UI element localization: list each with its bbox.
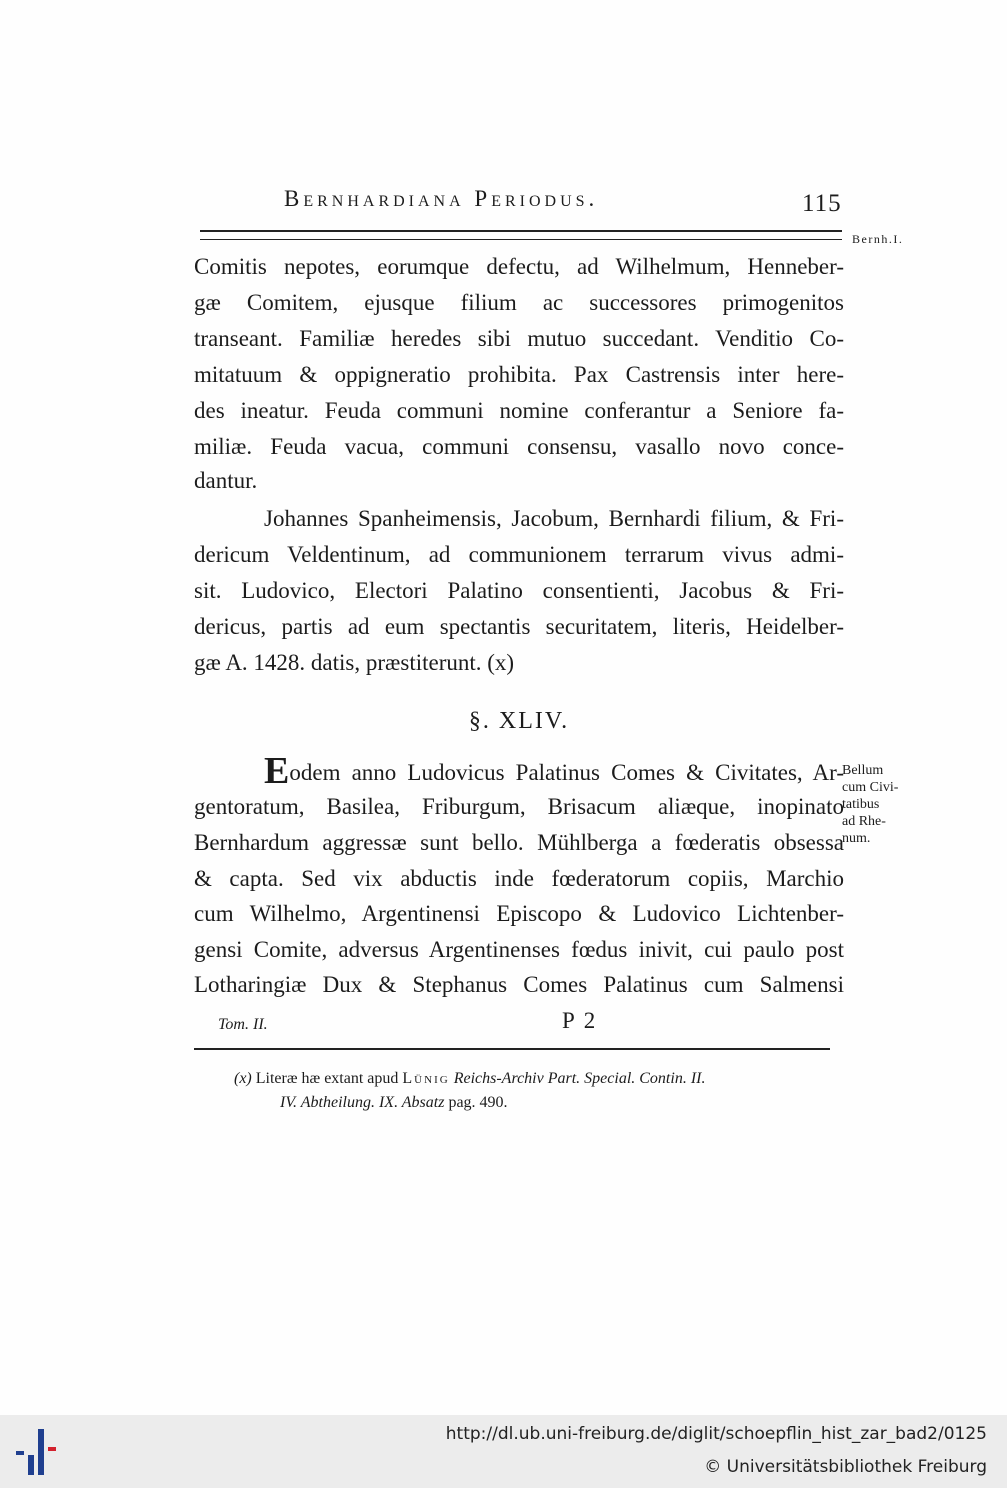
margin-note-top: Bernh.I. bbox=[852, 232, 904, 246]
footnote-marker: (x) bbox=[234, 1070, 252, 1087]
library-logo-icon[interactable] bbox=[12, 1429, 64, 1475]
margin-note-line: cum Civi- bbox=[842, 780, 899, 795]
text-line: & capta. Sed vix abductis inde fœderatorum copiis, Marchio bbox=[194, 866, 844, 891]
footnote-reference: IV. Abtheilung. IX. Absatz bbox=[280, 1094, 445, 1111]
text-line: transeant. Familiæ heredes sibi mutuo succedant. Venditio Co- bbox=[194, 326, 844, 351]
text-line: dericum Veldentinum, ad communionem terrarum vivus admi- bbox=[194, 542, 844, 567]
footnote-line bbox=[234, 1068, 705, 1090]
text-line: Lotharingiæ Dux & Stephanus Comes Palatinus cum Salmensi bbox=[194, 972, 844, 997]
text-line: gentoratum, Basilea, Friburgum, Brisacum aliæque, inopinato bbox=[194, 794, 844, 819]
text-line: dantur. bbox=[194, 468, 258, 493]
copyright-notice: © Universitätsbibliothek Freiburg bbox=[704, 1457, 987, 1477]
footnote-page: pag. 490. bbox=[448, 1094, 508, 1111]
section-heading: §. XLIV. bbox=[468, 708, 570, 734]
text-line: dericus, partis ad eum spectantis securitatem, literis, Heidelber- bbox=[194, 614, 844, 639]
text-line: gæ A. 1428. datis, præstiterunt. (x) bbox=[194, 650, 515, 675]
margin-note-side bbox=[842, 762, 898, 847]
text-line-rest: odem anno Ludovicus Palatinus Comes & Civitates, Ar- bbox=[289, 760, 844, 785]
footnote-rule bbox=[194, 1048, 830, 1050]
margin-note-line: num. bbox=[842, 831, 871, 846]
text-line: des ineatur. Feuda communi nomine conferantur a Seniore fa- bbox=[194, 398, 844, 423]
text-line: Bernhardum aggressæ sunt bello. Mühlberga a fœderatis obsessa bbox=[194, 830, 844, 855]
text-line: cum Wilhelmo, Argentinensi Episcopo & Ludovico Lichtenber- bbox=[194, 901, 844, 926]
margin-note-line: ad Rhe- bbox=[842, 814, 886, 829]
footnote-line bbox=[280, 1092, 508, 1114]
header-rule bbox=[200, 230, 842, 240]
volume-mark: Tom. II. bbox=[218, 1016, 268, 1033]
text-line: gensi Comite, adversus Argentinenses fœdus inivit, cui paulo post bbox=[194, 937, 844, 962]
running-head: Bernhardiana Periodus. bbox=[284, 186, 599, 211]
text-line: miliæ. Feuda vacua, communi consensu, vasallo novo conce- bbox=[194, 434, 844, 459]
text-line: mitatuum & oppigneratio prohibita. Pax Castrensis inter here- bbox=[194, 362, 844, 387]
text-line: Comitis nepotes, eorumque defectu, ad Wilhelmum, Henneber- bbox=[194, 254, 844, 279]
margin-note-line: Bellum bbox=[842, 763, 884, 778]
text-line: sit. Ludovico, Electori Palatino consentienti, Jacobus & Fri- bbox=[194, 578, 844, 603]
text-line: Johannes Spanheimensis, Jacobum, Bernhardi filium, & Fri- bbox=[264, 506, 844, 531]
footnote-author: Lünig bbox=[402, 1070, 450, 1087]
page-number: 115 bbox=[802, 190, 842, 217]
viewer-footer-bar bbox=[0, 1415, 1007, 1488]
printer-signature: P 2 bbox=[562, 1008, 598, 1033]
drop-cap: E bbox=[264, 750, 290, 792]
footnote-title: Reichs-Archiv Part. Special. Contin. II. bbox=[453, 1070, 706, 1087]
text-line: gæ Comitem, ejusque filium ac successores primogenitos bbox=[194, 290, 844, 315]
margin-note-line: tatibus bbox=[842, 797, 880, 812]
footnote-text: Literæ hæ extant apud bbox=[255, 1070, 399, 1087]
permalink-url[interactable]: http://dl.ub.uni-freiburg.de/diglit/schoepflin_hist_zar_bad2/0125 bbox=[445, 1424, 987, 1444]
text-line-first bbox=[264, 750, 844, 792]
